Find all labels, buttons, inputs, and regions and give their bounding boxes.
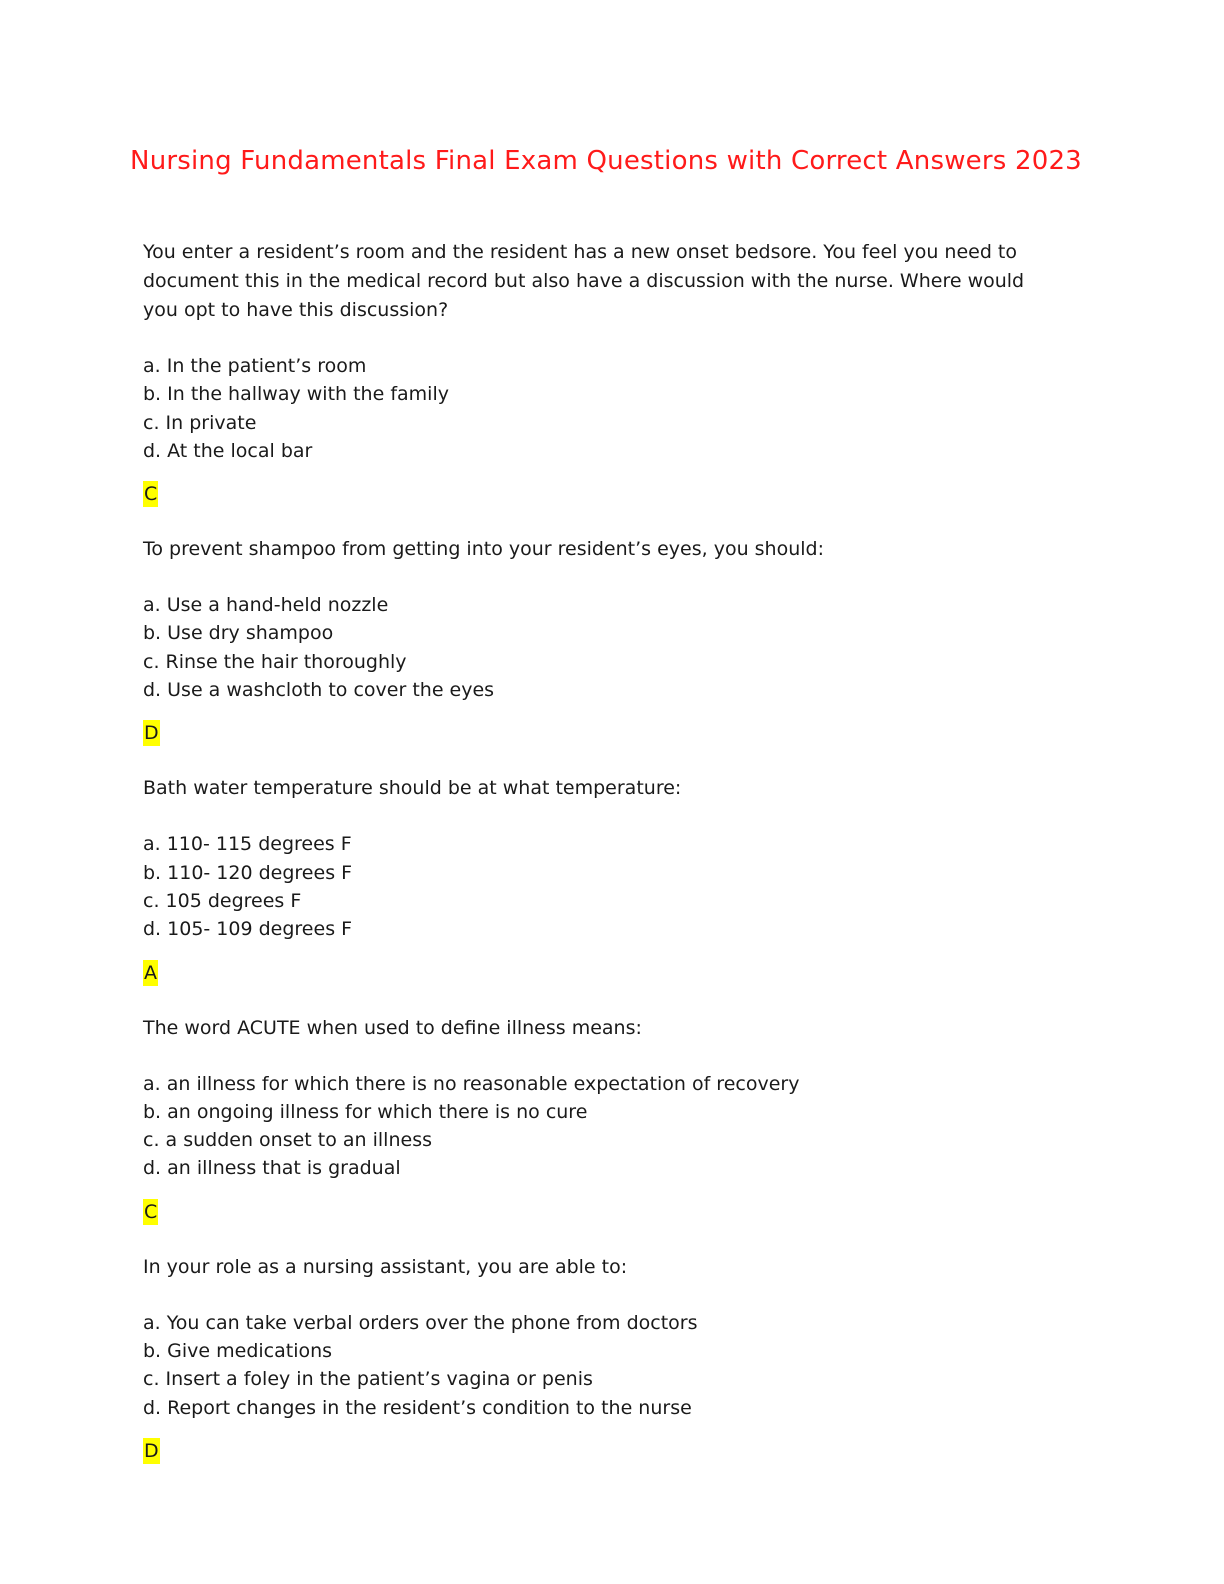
question-list	[143, 238, 1063, 1492]
question-3	[143, 774, 1063, 985]
question-stem: You enter a resident’s room and the resident has a new onset bedsore. You feel you need to document this in the medical record but also have a discussion with the nurse. Where would you opt to have this discussion?	[143, 241, 1025, 321]
answer-highlight: A	[144, 961, 157, 984]
option-b: b. Give medications	[143, 1340, 333, 1363]
question-stem: Bath water temperature should be at what temperature:	[143, 777, 682, 800]
option-b: b. In the hallway with the family	[143, 383, 449, 406]
answer-highlight: D	[144, 722, 159, 745]
option-c: c. a sudden onset to an illness	[143, 1129, 432, 1152]
option-c: c. Rinse the hair thoroughly	[143, 650, 407, 673]
option-a: a. You can take verbal orders over the phone from doctors	[143, 1311, 698, 1334]
option-a: a. 110- 115 degrees F	[143, 833, 352, 856]
question-1	[143, 238, 1063, 507]
option-c: c. 105 degrees F	[143, 889, 302, 912]
question-2	[143, 535, 1063, 746]
option-list	[143, 830, 1063, 943]
option-list	[143, 1309, 1063, 1422]
option-c: c. In private	[143, 411, 257, 434]
option-list	[143, 352, 1063, 465]
answer-highlight: C	[144, 1200, 158, 1223]
option-b: b. an ongoing illness for which there is no cure	[143, 1100, 588, 1123]
answer-highlight: C	[144, 483, 158, 506]
option-d: d. At the local bar	[143, 439, 313, 462]
option-d: d. an illness that is gradual	[143, 1157, 401, 1180]
question-4	[143, 1014, 1063, 1225]
question-stem: The word ACUTE when used to define illness means:	[143, 1016, 642, 1039]
option-b: b. Use dry shampoo	[143, 622, 334, 645]
option-d: d. Report changes in the resident’s condition to the nurse	[143, 1396, 692, 1419]
option-list	[143, 591, 1063, 704]
answer-highlight: D	[144, 1439, 159, 1462]
option-a: a. In the patient’s room	[143, 355, 367, 377]
question-5	[143, 1253, 1063, 1464]
option-list	[143, 1070, 1063, 1183]
option-b: b. 110- 120 degrees F	[143, 861, 353, 884]
option-d: d. Use a washcloth to cover the eyes	[143, 679, 495, 702]
option-d: d. 105- 109 degrees F	[143, 918, 353, 941]
option-a: a. an illness for which there is no reasonable expectation of recovery	[143, 1072, 800, 1095]
question-stem: In your role as a nursing assistant, you are able to:	[143, 1255, 628, 1278]
question-stem: To prevent shampoo from getting into your resident’s eyes, you should:	[143, 538, 824, 561]
option-a: a. Use a hand-held nozzle	[143, 594, 389, 617]
option-c: c. Insert a foley in the patient’s vagina or penis	[143, 1368, 593, 1391]
document-title: Nursing Fundamentals Final Exam Questions with Correct Answers 2023	[130, 146, 1082, 176]
